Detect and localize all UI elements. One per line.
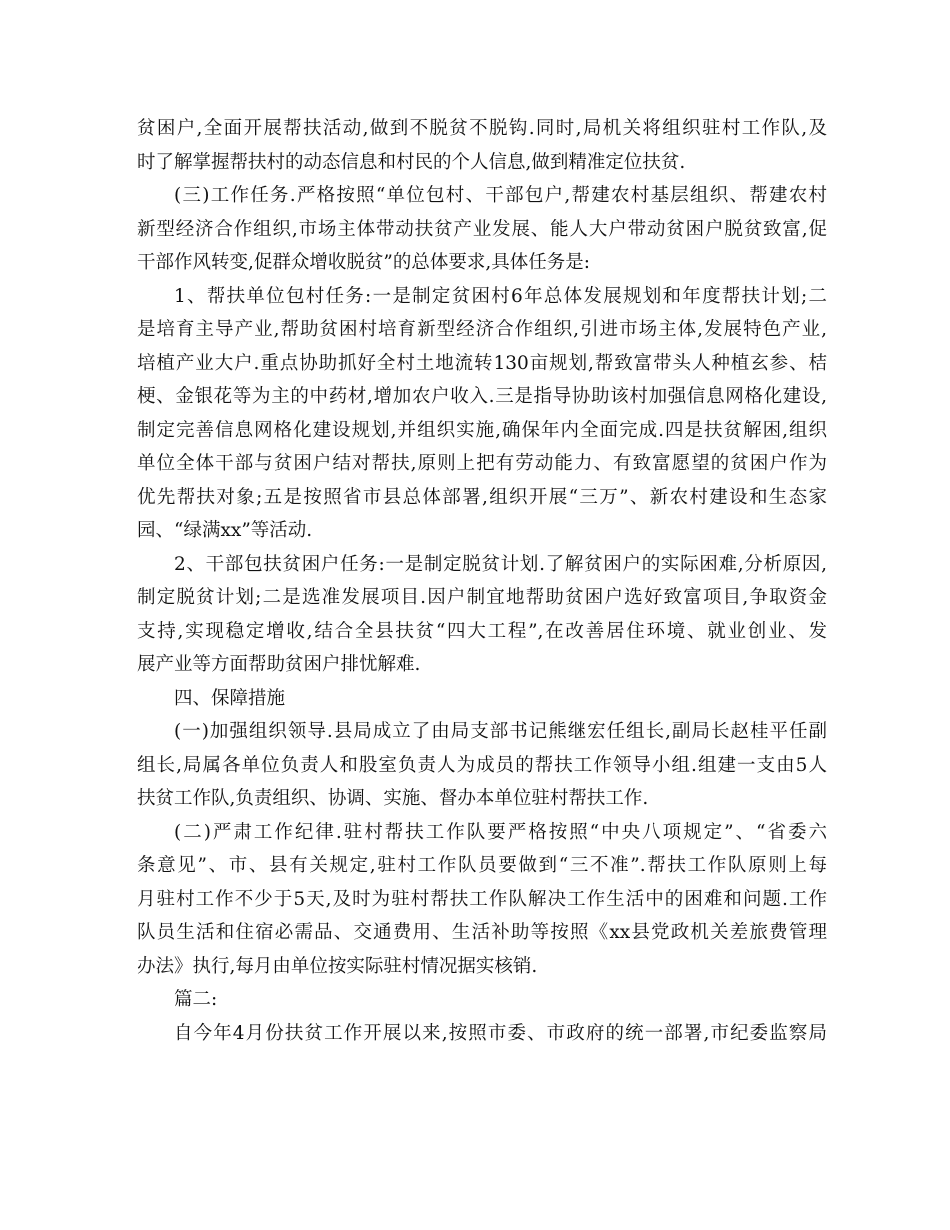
text-line: (三)工作任务.严格按照“单位包村、干部包户,帮建农村基层组织、帮建农村 [174, 185, 827, 206]
text-line: 组长,局属各单位负责人和股室负责人为成员的帮扶工作领导小组.组建一支由5人 [137, 754, 827, 776]
text-line: (二)严肃工作纪律.驻村帮扶工作队要严格按照“中央八项规定”、“省委六 [174, 821, 827, 843]
text-line: 1、帮扶单位包村任务:一是制定贫困村6年总体发展规划和年度帮扶计划;二 [174, 285, 827, 307]
text-line: 办法》执行,每月由单位按实际驻村情况据实核销. [137, 955, 538, 977]
text-line: 贫困户,全面开展帮扶活动,做到不脱贫不脱钩.同时,局机关将组织驻村工作队,及 [137, 118, 827, 139]
text-line: 制定完善信息网格化建设规划,并组织实施,确保年内全面完成.四是扶贫解困,组织 [137, 419, 827, 441]
text-line: 自今年4月份扶贫工作开展以来,按照市委、市政府的统一部署,市纪委监察局 [174, 1022, 827, 1044]
text-line: 培植产业大户.重点协助抓好全村土地流转130亩规划,帮致富带头人种植玄参、桔 [137, 352, 827, 374]
text-line: 制定脱贫计划;二是选准发展项目.因户制宜地帮助贫困户选好致富项目,争取资金 [137, 587, 827, 608]
text-line: (一)加强组织领导.县局成立了由局支部书记熊继宏任组长,副局长赵桂平任副 [174, 721, 827, 742]
text-line: 园、“绿满xx”等活动. [137, 520, 313, 541]
text-line: 月驻村工作不少于5天,及时为驻村帮扶工作队解决工作生活中的困难和问题.工作 [137, 888, 827, 910]
text-line: 梗、金银花等为主的中药材,增加农户收入.三是指导协助该村加强信息网格化建设, [137, 386, 827, 407]
text-line: 单位全体干部与贫困户结对帮扶,原则上把有劳动能力、有致富愿望的贫困户作为 [137, 453, 827, 474]
text-line: 扶贫工作队,负责组织、协调、实施、督办本单位驻村帮扶工作. [137, 788, 649, 809]
text-line: 优先帮扶对象;五是按照省市县总体部署,组织开展“三万”、新农村建设和生态家 [137, 486, 827, 508]
text-line: 时了解掌握帮扶村的动态信息和村民的个人信息,做到精准定位扶贫. [137, 151, 686, 173]
text-line: 展产业等方面帮助贫困户排忧解难. [137, 654, 421, 675]
document-body [137, 112, 827, 1050]
text-line: 新型经济合作组织,市场主体带动扶贫产业发展、能人大户带动贫困户脱贫致富,促 [137, 218, 827, 240]
section-heading: 篇二: [174, 989, 218, 1010]
text-line: 干部作风转变,促群众增收脱贫”的总体要求,具体任务是: [137, 252, 590, 273]
text-line: 队员生活和住宿必需品、交通费用、生活补助等按照《xx县党政机关差旅费管理 [137, 922, 827, 943]
text-line: 2、干部包扶贫困户任务:一是制定脱贫计划.了解贫困户的实际困难,分析原因, [174, 553, 827, 575]
text-line: 是培育主导产业,帮助贫困村培育新型经济合作组织,引进市场主体,发展特色产业, [137, 319, 827, 340]
text-line: 支持,实现稳定增收,结合全县扶贫“四大工程”,在改善居住环境、就业创业、发 [137, 620, 827, 642]
section-heading: 四、保障措施 [174, 687, 286, 709]
text-line: 条意见”、市、县有关规定,驻村工作队员要做到“三不准”.帮扶工作队原则上每 [137, 855, 827, 876]
